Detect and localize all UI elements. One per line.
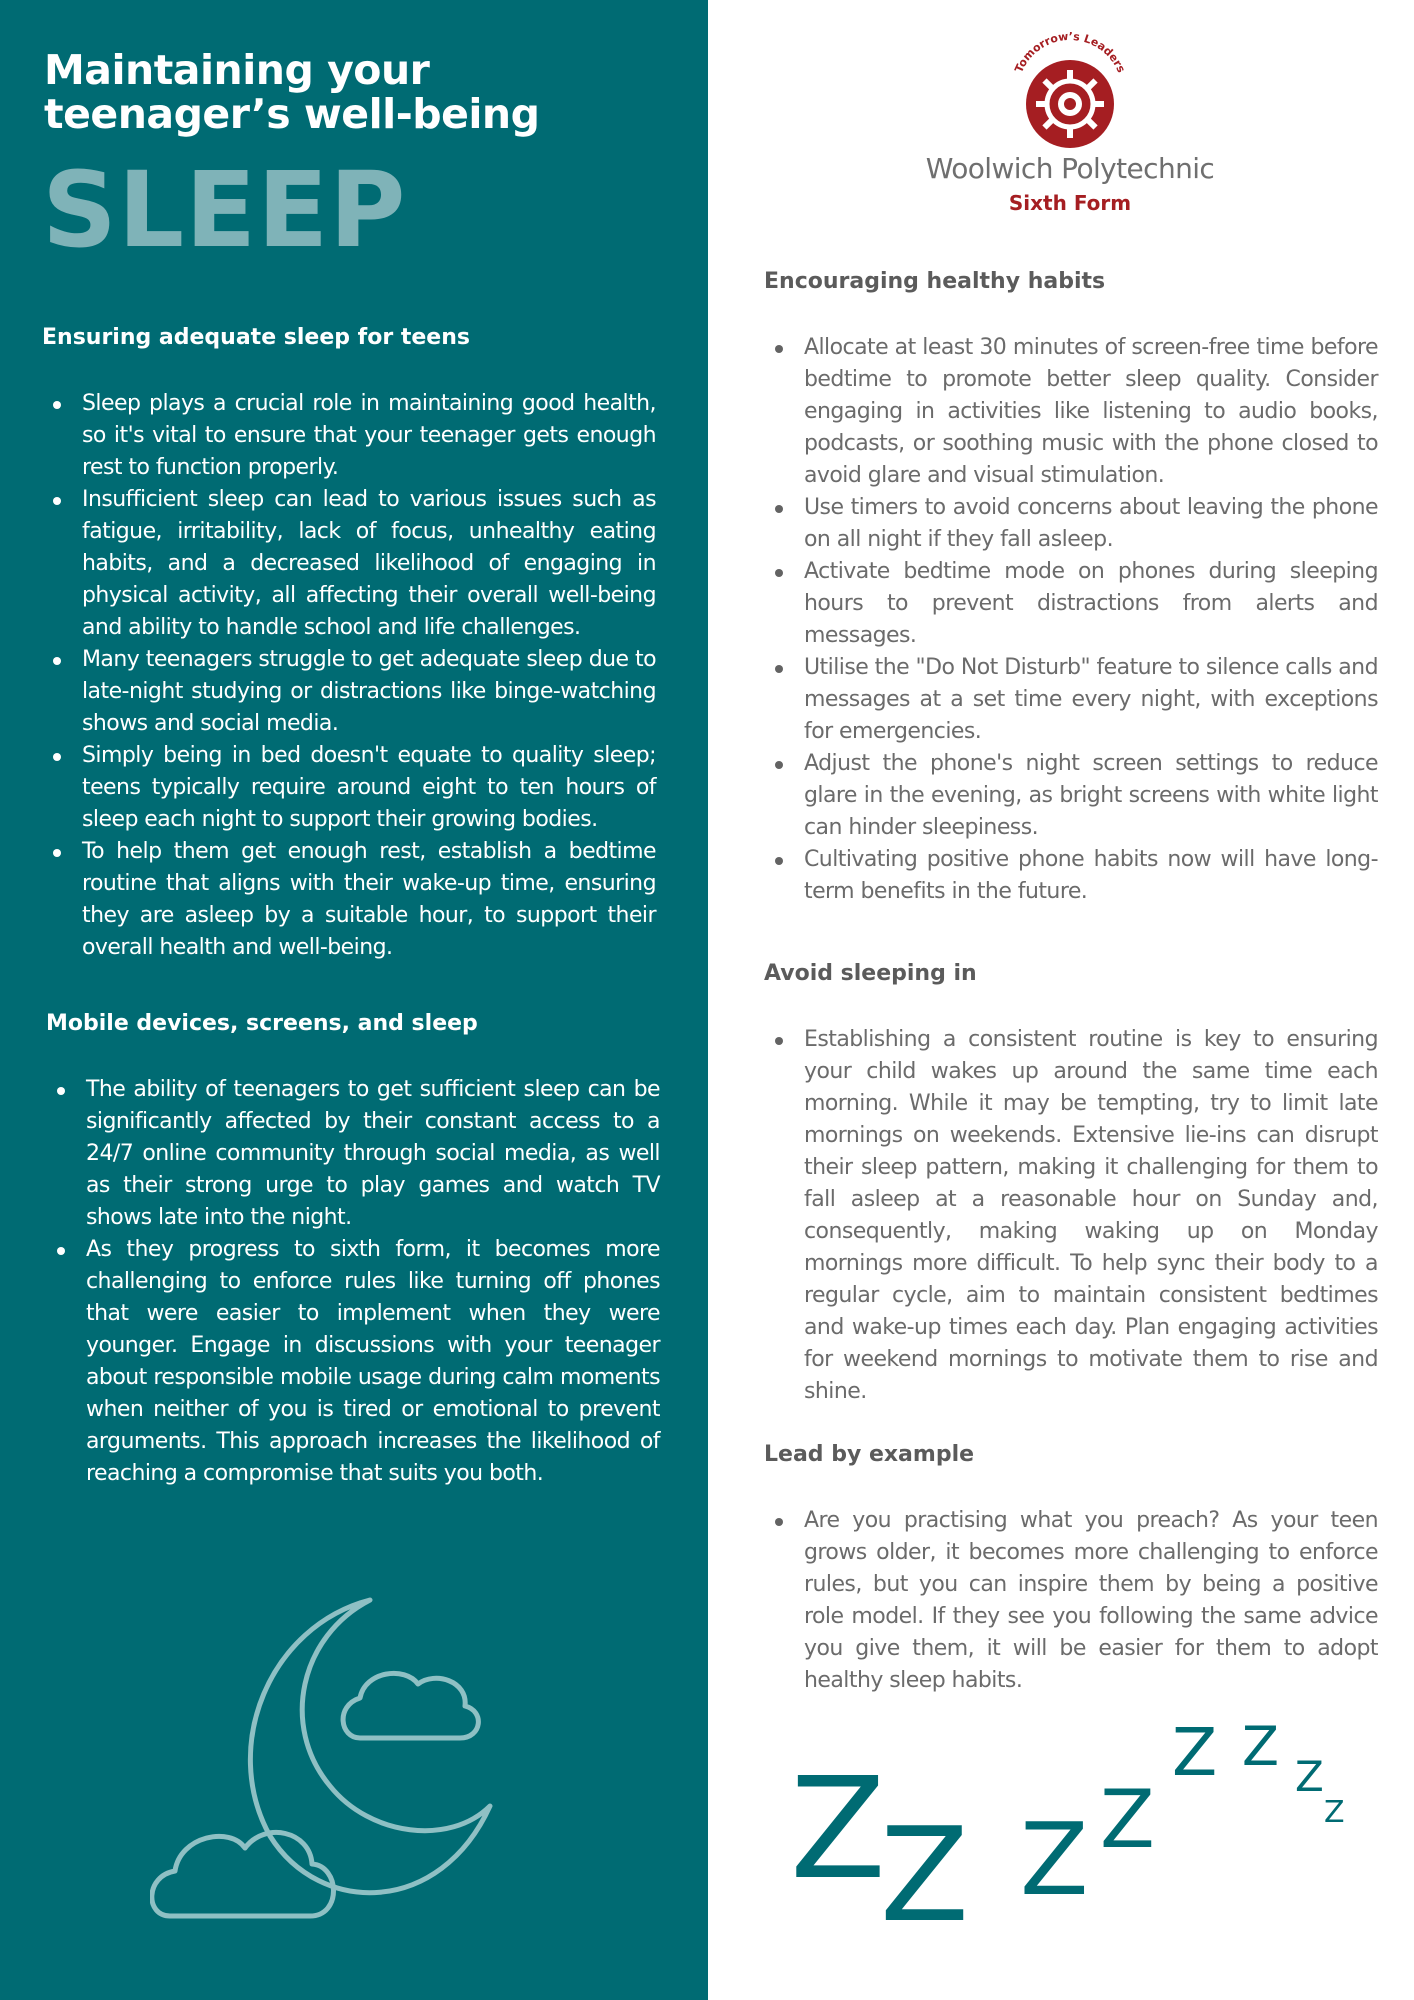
bullet-dot — [775, 761, 783, 769]
page-title: Maintaining your teenager’s well-being — [44, 46, 540, 138]
list-item-text: Activate bedtime mode on phones during sleeping hours to prevent distractions from alerts and messages. — [804, 559, 1378, 648]
bullet-dot — [775, 1518, 783, 1526]
list-item-text: The ability of teenagers to get sufficient sleep can be significantly affected by their constant access to a 24/7 online community through social media, as well as their strong urge to play games and watch TV shows late into the night. — [86, 1077, 660, 1230]
bullet-dot — [57, 1087, 65, 1095]
sleep-heading: SLEEP — [42, 149, 407, 271]
list-item — [42, 388, 656, 484]
bullet-dot — [53, 849, 61, 857]
list-item-text: Use timers to avoid concerns about leaving the phone on all night if they fall asleep. — [804, 495, 1378, 552]
list-item — [764, 1505, 1378, 1697]
school-subtitle: Sixth Form — [1008, 191, 1132, 215]
list-item-text: Are you practising what you preach? As your teen grows older, it becomes more challenging to enforce rules, but you can inspire them by being a positive role model. If they see you following the same advice you give them, it will be easier for them to adopt healthy sleep habits. — [804, 1508, 1378, 1693]
list-item-text: Insufficient sleep can lead to various issues such as fatigue, irritability, lack of focus, unhealthy eating habits, and a decreased likelihood of engaging in physical activity, all affecting their overall well-being and ability to handle school and life challenges. — [82, 487, 656, 640]
bullet-dot — [53, 753, 61, 761]
list-item — [764, 1024, 1378, 1408]
z-letter: Z — [1295, 1752, 1324, 1801]
bullet-list — [46, 1074, 660, 1490]
section-healthy-habits — [764, 268, 1378, 908]
list-item — [42, 644, 656, 740]
section-heading: Avoid sleeping in — [764, 961, 977, 986]
section-mobile-devices — [46, 1010, 660, 1490]
z-letter: Z — [1100, 1773, 1155, 1866]
list-item-text: Many teenagers struggle to get adequate sleep due to late-night studying or distractions like binge-watching shows and social media. — [82, 647, 656, 736]
bullet-dot — [57, 1247, 65, 1255]
z-letter: Z — [1324, 1795, 1345, 1830]
list-item — [764, 556, 1378, 652]
section-heading: Ensuring adequate sleep for teens — [42, 325, 470, 350]
section-heading: Encouraging healthy habits — [764, 269, 1106, 294]
z-letter: Z — [790, 1748, 886, 1911]
list-item-text: Establishing a consistent routine is key to ensuring your child wakes up around the same time each morning. While it may be tempting, try to limit late mornings on weekends. Extensive lie-ins can disrupt their sleep pattern, making it challenging for them to fall asleep at a reasonable hour on Sunday and, consequently, making waking up on Monday mornings more difficult. To help sync their body to a regular cycle, aim to maintain consistent bedtimes and wake-up times each day. Plan engaging activities for weekend mornings to motivate them to rise and shine. — [804, 1027, 1378, 1404]
bullet-dot — [775, 505, 783, 513]
section-adequate-sleep — [42, 324, 656, 964]
zzz-decoration — [780, 1700, 1380, 1990]
bullet-list — [764, 1024, 1378, 1408]
list-item-text: Utilise the "Do Not Disturb" feature to silence calls and messages at a set time every night, with exceptions for emergencies. — [804, 655, 1378, 744]
bullet-list — [764, 332, 1378, 908]
bullet-dot — [775, 345, 783, 353]
list-item — [764, 332, 1378, 492]
z-letter: Z — [1242, 1715, 1279, 1778]
list-item — [764, 844, 1378, 908]
section-heading: Mobile devices, screens, and sleep — [46, 1011, 478, 1036]
list-item-text: Simply being in bed doesn't equate to quality sleep; teens typically require around eight to ten hours of sleep each night to support their growing bodies. — [82, 743, 656, 832]
list-item — [764, 652, 1378, 748]
school-name: Woolwich Polytechnic — [925, 152, 1215, 185]
bullet-dot — [53, 401, 61, 409]
section-avoid-sleeping-in — [764, 960, 1378, 1408]
bullet-dot — [775, 665, 783, 673]
list-item — [46, 1074, 660, 1234]
bullet-dot — [775, 1037, 783, 1045]
bullet-dot — [775, 569, 783, 577]
bullet-dot — [53, 657, 61, 665]
list-item-text: Allocate at least 30 minutes of screen-free time before bedtime to promote better sleep quality. Consider engaging in activities like listening to audio books, podcasts, or soothing music with the phone closed to avoid glare and visual stimulation. — [804, 335, 1378, 488]
list-item — [46, 1234, 660, 1490]
gear-icon — [900, 26, 1240, 156]
list-item-text: As they progress to sixth form, it becomes more challenging to enforce rules like turning off phones that were easier to implement when they were younger. Engage in discussions with your teenager about responsible mobile usage during calm moments when neither of you is tired or emotional to prevent arguments. This approach increases the likelihood of reaching a compromise that suits you both. — [86, 1237, 660, 1486]
bullet-list — [764, 1505, 1378, 1697]
bullet-dot — [53, 497, 61, 505]
list-item-text: Cultivating positive phone habits now will have long-term benefits in the future. — [804, 847, 1378, 904]
z-letter: Z — [1172, 1714, 1218, 1791]
list-item-text: To help them get enough rest, establish a bedtime routine that aligns with their wake-up time, ensuring they are asleep by a suitable hour, to support their overall health and well-being. — [82, 839, 656, 960]
list-item-text: Adjust the phone's night screen settings to reduce glare in the evening, as bright screens with white light can hinder sleepiness. — [804, 751, 1378, 840]
bullet-list — [42, 388, 656, 964]
section-lead-by-example — [764, 1441, 1378, 1697]
list-item-text: Sleep plays a crucial role in maintaining good health, so it's vital to ensure that your teenager gets enough rest to function properly. — [82, 391, 656, 480]
list-item — [42, 484, 656, 644]
list-item — [42, 740, 656, 836]
school-logo — [900, 26, 1240, 226]
z-letter: Z — [1020, 1801, 1089, 1918]
list-item — [764, 492, 1378, 556]
list-item — [764, 748, 1378, 844]
list-item — [42, 836, 656, 964]
bullet-dot — [775, 857, 783, 865]
section-heading: Lead by example — [764, 1442, 975, 1467]
logo-arc-text: Tomorrow’s Leaders — [1012, 29, 1128, 75]
moon-clouds-icon — [150, 1586, 550, 1926]
z-letter: Z — [880, 1799, 970, 1951]
